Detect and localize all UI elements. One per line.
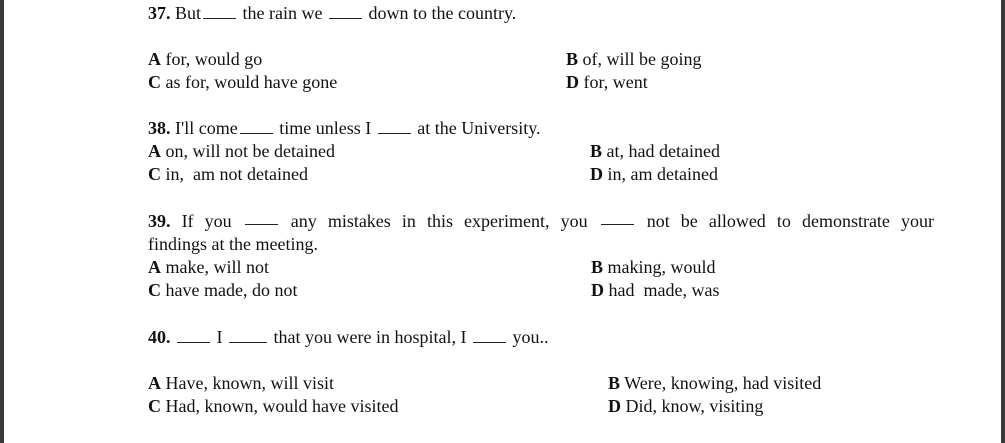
left-page-edge [0,0,4,443]
option-letter: A [148,257,161,277]
option-40-d[interactable] [608,395,763,418]
question-39-stem-line2: findings at the meeting. [148,234,318,254]
question-number: 38. [148,118,171,138]
stem-word: be [680,211,698,231]
stem-word: not [646,211,670,231]
stem-word: any [290,211,317,231]
stem-word: your [901,211,934,231]
option-text: Did, know, visiting [625,396,764,416]
option-text: in, am detained [607,164,718,184]
option-38-c[interactable] [148,163,308,186]
answer-blank[interactable] [378,119,411,134]
stem-word: you [560,211,588,231]
option-39-d[interactable] [591,279,719,302]
question-37-stem [148,2,516,25]
option-letter: C [148,280,161,300]
option-letter: A [148,373,161,393]
stem-text: I'll come [175,118,238,138]
answer-blank[interactable] [229,328,267,343]
stem-text: at the University. [417,118,541,138]
option-text: make, will not [165,257,269,277]
stem-word: in [401,211,416,231]
option-text: Were, knowing, had visited [624,373,822,393]
option-39-c[interactable] [148,279,297,302]
question-40-stem [148,326,548,349]
right-page-edge [1001,0,1005,443]
option-37-a[interactable] [148,48,262,71]
option-37-d[interactable] [566,71,648,94]
option-letter: D [608,396,621,416]
option-letter: B [566,49,579,69]
question-38-stem [148,117,541,140]
stem-text: time unless I [279,118,372,138]
option-text: in, am not detained [165,164,308,184]
option-text: for, went [583,72,648,92]
option-text: as for, would have gone [165,72,338,92]
question-39-stem [148,210,934,233]
option-39-a[interactable] [148,256,269,279]
option-39-b[interactable] [591,256,716,279]
option-40-c[interactable] [148,395,398,418]
option-letter: C [148,164,161,184]
stem-word: demonstrate [801,211,890,231]
answer-blank[interactable] [177,328,210,343]
option-letter: B [608,373,621,393]
question-number: 40. [148,327,171,347]
stem-text: But [175,3,202,23]
option-letter: A [148,49,161,69]
option-38-d[interactable] [590,163,718,186]
option-37-b[interactable] [566,48,702,71]
stem-text: I [216,327,223,347]
stem-text: that you were in hospital, I [273,327,467,347]
option-letter: D [591,280,604,300]
answer-blank[interactable] [601,210,634,225]
stem-word: this [426,211,453,231]
option-text: had made, was [608,280,720,300]
answer-blank[interactable] [203,4,236,19]
stem-text: down to the country. [368,3,517,23]
option-letter: B [591,257,604,277]
stem-word: allowed [708,211,766,231]
question-number: 37. [148,3,171,23]
stem-word: If [181,211,194,231]
stem-word: you [204,211,232,231]
answer-blank[interactable] [329,4,362,19]
stem-word: mistakes [327,211,391,231]
question-number: 39. [148,211,171,231]
option-letter: B [590,141,603,161]
option-text: have made, do not [165,280,298,300]
option-letter: D [590,164,603,184]
option-letter: D [566,72,579,92]
option-text: Had, known, would have visited [165,396,399,416]
stem-word: to [776,211,791,231]
stem-text: the rain we [242,3,323,23]
option-text: Have, known, will visit [165,373,334,393]
option-letter: A [148,141,161,161]
option-text: making, would [607,257,716,277]
option-text: on, will not be detained [165,141,335,161]
option-letter: C [148,396,161,416]
stem-text: you.. [512,327,549,347]
option-text: at, had detained [606,141,720,161]
answer-blank[interactable] [240,119,273,134]
option-40-b[interactable] [608,372,821,395]
option-text: of, will be going [582,49,702,69]
option-40-a[interactable] [148,372,334,395]
stem-word: experiment, [464,211,550,231]
option-letter: C [148,72,161,92]
option-38-b[interactable] [590,140,720,163]
option-text: for, would go [165,49,263,69]
option-37-c[interactable] [148,71,337,94]
option-38-a[interactable] [148,140,335,163]
answer-blank[interactable] [473,328,506,343]
answer-blank[interactable] [245,210,278,225]
